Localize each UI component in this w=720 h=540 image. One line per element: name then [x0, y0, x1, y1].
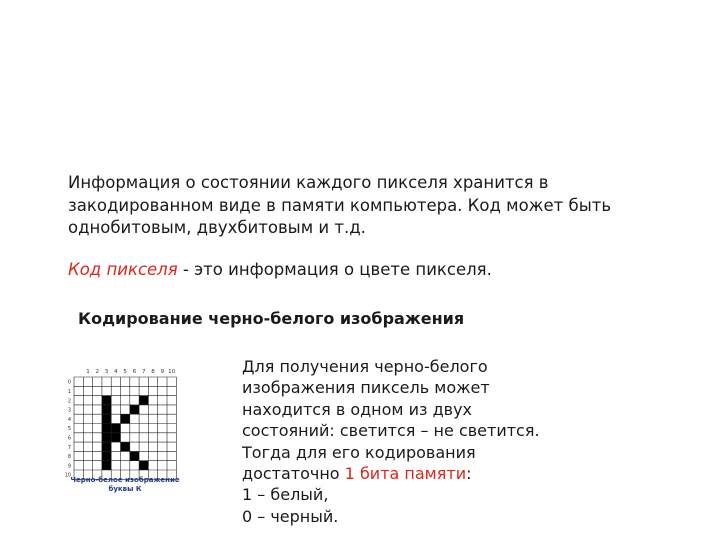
black-pixel	[111, 424, 120, 433]
column-label: 6	[132, 369, 137, 375]
explanation-paragraph	[242, 356, 702, 527]
black-pixel	[121, 414, 130, 423]
intro-line: закодированном виде в памяти компьютера. Код может быть	[68, 195, 612, 215]
row-label: 8	[67, 454, 71, 461]
black-pixel	[139, 396, 148, 405]
row-label: 7	[67, 444, 71, 451]
intro-line: однобитовым, двухбитовым и т.д.	[68, 218, 366, 237]
column-label: 4	[114, 369, 118, 375]
explanation-line: Тогда для его кодирования	[242, 442, 476, 462]
row-label: 4	[67, 416, 71, 423]
explanation-line	[242, 463, 702, 484]
caption-line: буквы К	[108, 485, 142, 493]
pixel-code-definition	[68, 259, 492, 281]
black-pixel	[102, 442, 111, 451]
row-label: 6	[67, 435, 71, 442]
column-label: 1	[86, 369, 90, 375]
section-heading: Кодирование черно-белого изображения	[78, 309, 465, 328]
explanation-line: 1 – белый,	[242, 485, 329, 505]
row-label: 10	[64, 472, 71, 479]
explanation-line: изображения пиксель может	[242, 378, 490, 398]
black-pixel	[102, 451, 111, 460]
column-label: 7	[142, 369, 146, 375]
black-pixel	[102, 414, 111, 423]
black-pixel	[130, 451, 139, 460]
explanation-text: :	[466, 464, 472, 484]
definition-term: Код пикселя	[68, 260, 178, 279]
black-pixel	[130, 405, 139, 414]
row-label: 9	[67, 463, 71, 470]
explanation-line: состояний: светится – не светится.	[242, 421, 540, 441]
one-bit-highlight: 1 бита памяти	[344, 464, 467, 484]
black-pixel	[102, 424, 111, 433]
explanation-line: Для получения черно-белого	[242, 357, 488, 376]
black-pixel	[139, 461, 148, 470]
explanation-line: 0 – черный.	[242, 506, 339, 526]
row-label: 1	[67, 388, 71, 395]
intro-line: Информация о состоянии каждого пикселя хранится в	[68, 173, 549, 192]
caption-line: Черно-белое изображение	[70, 476, 180, 484]
column-label: 2	[95, 369, 99, 375]
figure-caption	[62, 476, 188, 494]
black-pixel	[111, 433, 120, 442]
black-pixel	[102, 461, 111, 470]
row-label: 2	[67, 398, 71, 405]
black-pixel	[102, 396, 111, 405]
black-pixel	[121, 442, 130, 451]
black-pixel	[102, 433, 111, 442]
row-label: 0	[67, 379, 71, 386]
column-label: 10	[168, 369, 176, 375]
column-label: 9	[160, 369, 165, 375]
column-label: 3	[104, 369, 109, 375]
explanation-line: находится в одном из двух	[242, 399, 473, 419]
pixel-grid-svg	[60, 364, 190, 479]
definition-text: - это информация о цвете пикселя.	[177, 260, 492, 279]
row-label: 5	[67, 426, 71, 433]
black-pixel	[102, 405, 111, 414]
row-label: 3	[67, 407, 71, 414]
column-label: 8	[151, 369, 155, 375]
intro-paragraph	[68, 172, 688, 240]
column-label: 5	[123, 369, 127, 375]
explanation-text: достаточно	[242, 464, 345, 484]
